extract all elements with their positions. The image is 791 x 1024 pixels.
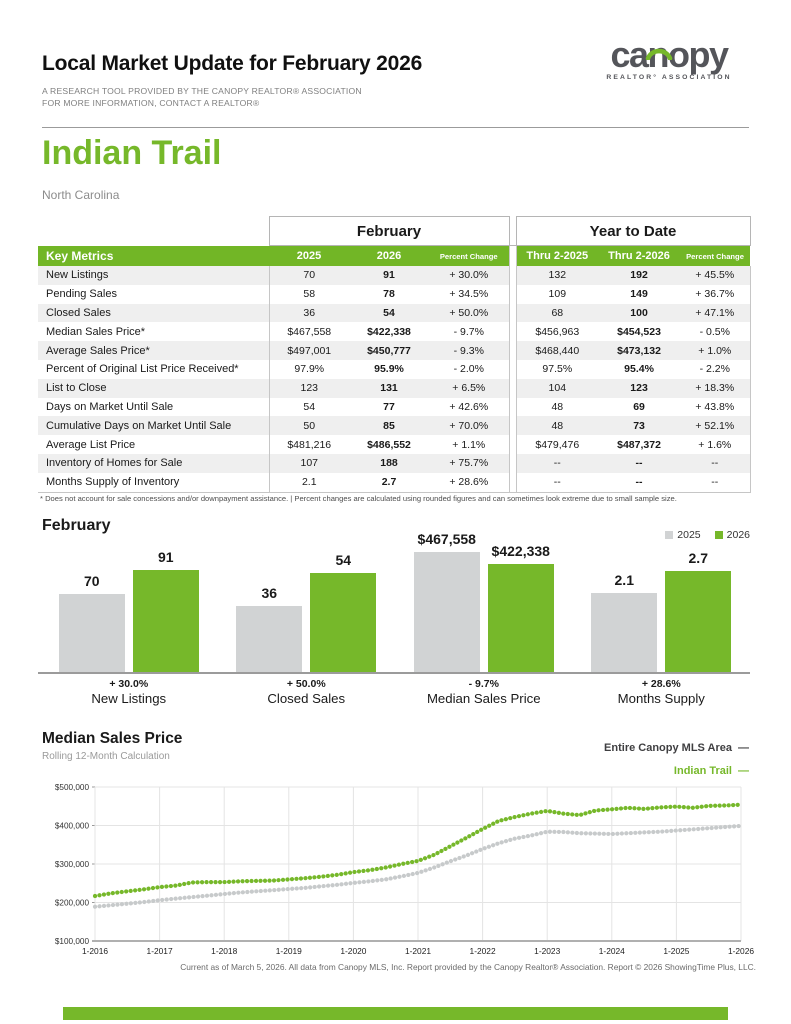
metric-value-cell: + 75.7% <box>429 454 509 473</box>
metric-value-cell: + 1.0% <box>680 341 750 360</box>
metric-value-cell: 2.1 <box>269 473 349 492</box>
metric-value-cell: 91 <box>349 266 429 285</box>
table-group-ytd: Year to Date <box>516 217 750 246</box>
metric-value-cell: $497,001 <box>269 341 349 360</box>
bar-column <box>665 550 731 672</box>
table-row <box>38 379 750 398</box>
line-legend-label: Indian Trail <box>673 765 732 777</box>
table-row <box>38 266 750 285</box>
table-row <box>38 435 750 454</box>
metric-value-cell: $467,558 <box>269 322 349 341</box>
bar-group <box>40 537 218 672</box>
bar-2025 <box>414 552 480 672</box>
table-row <box>38 304 750 323</box>
x-tick-label: 1-2024 <box>598 946 625 956</box>
metric-value-cell: 77 <box>349 398 429 417</box>
x-tick-label: 1-2021 <box>404 946 432 956</box>
metric-name-cell: New Listings <box>38 266 269 285</box>
metric-value-cell: 104 <box>516 379 598 398</box>
metric-value-cell: + 50.0% <box>429 304 509 323</box>
bar-chart-baseline <box>38 672 750 674</box>
bar-category-label: Months Supply <box>617 691 705 706</box>
bar-column <box>488 543 554 672</box>
bar-chart-title: February <box>42 517 111 534</box>
table-key-metrics-row <box>38 246 750 267</box>
metric-value-cell: -- <box>680 473 750 492</box>
logo-n <box>648 36 669 74</box>
metric-name-cell: Average Sales Price* <box>38 341 269 360</box>
metric-value-cell: 132 <box>516 266 598 285</box>
table-row <box>38 454 750 473</box>
table-group-february: February <box>269 217 509 246</box>
bar-percent-change: + 30.0% <box>109 678 149 690</box>
metric-value-cell: + 43.8% <box>680 398 750 417</box>
metric-name-cell: List to Close <box>38 379 269 398</box>
metric-value-cell: + 1.1% <box>429 435 509 454</box>
bar-2026 <box>310 573 376 672</box>
logo-text: n <box>647 34 669 75</box>
area-state: North Carolina <box>42 188 120 202</box>
table-row <box>38 416 750 435</box>
canopy-logo <box>585 36 753 81</box>
metric-value-cell: $481,216 <box>269 435 349 454</box>
metric-value-cell: - 2.0% <box>429 360 509 379</box>
table-column-gap <box>509 379 516 398</box>
metric-value-cell: + 47.1% <box>680 304 750 323</box>
key-metrics-label: Key Metrics <box>38 246 269 267</box>
table-row <box>38 473 750 492</box>
line-legend-dash-icon: — <box>738 742 749 754</box>
metric-value-cell: + 6.5% <box>429 379 509 398</box>
metric-value-cell: 69 <box>598 398 680 417</box>
metric-value-cell: 58 <box>269 285 349 304</box>
metric-value-cell: 50 <box>269 416 349 435</box>
bar-category-label: Closed Sales <box>267 691 346 706</box>
bar-value-label: $422,338 <box>491 543 550 559</box>
metric-value-cell: + 1.6% <box>680 435 750 454</box>
metric-value-cell: $468,440 <box>516 341 598 360</box>
x-tick-label: 1-2018 <box>211 946 238 956</box>
canopy-arc-svg <box>645 47 673 60</box>
metric-value-cell: -- <box>516 473 598 492</box>
x-tick-label: 1-2023 <box>534 946 561 956</box>
logo-text: ca <box>610 34 648 75</box>
metric-name-cell: Percent of Original List Price Received* <box>38 360 269 379</box>
x-tick-label: 1-2025 <box>663 946 690 956</box>
table-column-gap <box>509 285 516 304</box>
legend-label: 2025 <box>677 529 701 541</box>
metric-value-cell: 78 <box>349 285 429 304</box>
x-tick-label: 1-2026 <box>727 946 755 956</box>
metric-value-cell: $473,132 <box>598 341 680 360</box>
metric-value-cell: $454,523 <box>598 322 680 341</box>
metric-value-cell: - 9.7% <box>429 322 509 341</box>
x-tick-label: 1-2017 <box>146 946 173 956</box>
report-footer: Current as of March 5, 2026. All data from Canopy MLS, Inc. Report provided by the Canopy Realtor® Association. Report © 2026 ShowingTime Plus, LLC. <box>180 962 756 972</box>
bar-column <box>59 573 125 672</box>
bar-column <box>310 552 376 672</box>
metric-value-cell: - 0.5% <box>680 322 750 341</box>
bar-percent-change: - 9.7% <box>468 678 499 690</box>
bar-chart-category-row <box>40 691 750 706</box>
bar-value-label: 91 <box>157 549 174 565</box>
bar-percent-change: + 50.0% <box>286 678 326 690</box>
bar-group <box>395 531 573 672</box>
table-column-gap <box>509 246 516 267</box>
metric-value-cell: + 30.0% <box>429 266 509 285</box>
report-title: Local Market Update for February 2026 <box>42 52 423 75</box>
metric-name-cell: Months Supply of Inventory <box>38 473 269 492</box>
metric-value-cell: -- <box>598 473 680 492</box>
metric-name-cell: Median Sales Price* <box>38 322 269 341</box>
bar-value-label: 54 <box>335 552 352 568</box>
table-blank-cell <box>38 217 269 246</box>
y-tick-label: $500,000 <box>54 783 89 792</box>
table-group-header-row <box>38 217 750 246</box>
bar-2026 <box>488 564 554 672</box>
canopy-logo-wordmark <box>585 36 753 74</box>
line-chart-svg <box>40 778 756 963</box>
bar-value-label: 2.7 <box>688 550 708 566</box>
metric-value-cell: $487,372 <box>598 435 680 454</box>
metric-value-cell: $422,338 <box>349 322 429 341</box>
metric-value-cell: 107 <box>269 454 349 473</box>
canopy-logo-tagline: REALTOR° ASSOCIATION <box>606 74 732 81</box>
metric-name-cell: Inventory of Homes for Sale <box>38 454 269 473</box>
metric-value-cell: -- <box>680 454 750 473</box>
metric-value-cell: $479,476 <box>516 435 598 454</box>
bar-column <box>133 549 199 672</box>
key-metrics-table-wrap <box>38 216 750 493</box>
table-column-gap <box>509 341 516 360</box>
table-column-gap <box>509 454 516 473</box>
bar-2025 <box>591 593 657 672</box>
metric-value-cell: $456,963 <box>516 322 598 341</box>
table-group-gap <box>509 217 516 246</box>
table-row <box>38 341 750 360</box>
metric-name-cell: Pending Sales <box>38 285 269 304</box>
bar-category-label: Median Sales Price <box>426 691 541 706</box>
table-column-gap <box>509 473 516 492</box>
metric-value-cell: + 45.5% <box>680 266 750 285</box>
metric-value-cell: + 36.7% <box>680 285 750 304</box>
metric-value-cell: + 52.1% <box>680 416 750 435</box>
table-column-header: Percent Change <box>680 246 750 267</box>
bar-chart-percent-row <box>40 678 750 690</box>
table-column-header: Thru 2-2026 <box>598 246 680 267</box>
metric-name-cell: Days on Market Until Sale <box>38 398 269 417</box>
logo-text: opy <box>668 34 728 75</box>
key-metrics-table <box>38 216 751 493</box>
table-column-gap <box>509 398 516 417</box>
report-subtitle-line2: FOR MORE INFORMATION, CONTACT A REALTOR® <box>42 97 260 108</box>
table-column-gap <box>509 360 516 379</box>
x-tick-label: 1-2019 <box>275 946 302 956</box>
line-legend-item <box>400 737 749 760</box>
line-chart-title: Median Sales Price <box>42 730 183 747</box>
metric-value-cell: 54 <box>269 398 349 417</box>
bar-column <box>591 572 657 672</box>
metric-value-cell: + 42.6% <box>429 398 509 417</box>
metric-value-cell: 131 <box>349 379 429 398</box>
report-subtitle <box>42 86 362 109</box>
bar-group <box>573 537 751 672</box>
metric-value-cell: 100 <box>598 304 680 323</box>
table-footnote: * Does not account for sale concessions and/or downpayment assistance. | Percent changes are calculated using rounded figures and can sometimes look extreme due to small sample size. <box>40 494 677 503</box>
bar-column <box>414 531 480 672</box>
metric-value-cell: 192 <box>598 266 680 285</box>
x-tick-label: 1-2022 <box>469 946 496 956</box>
metric-value-cell: - 2.2% <box>680 360 750 379</box>
metric-value-cell: -- <box>598 454 680 473</box>
line-legend-label: Entire Canopy MLS Area <box>604 742 732 754</box>
x-tick-label: 1-2016 <box>81 946 109 956</box>
metric-name-cell: Closed Sales <box>38 304 269 323</box>
line-chart-subtitle: Rolling 12-Month Calculation <box>42 751 170 762</box>
metric-value-cell: 48 <box>516 416 598 435</box>
y-tick-label: $300,000 <box>54 860 89 869</box>
metric-value-cell: + 70.0% <box>429 416 509 435</box>
metric-value-cell: + 34.5% <box>429 285 509 304</box>
metric-value-cell: 85 <box>349 416 429 435</box>
metric-value-cell: 97.5% <box>516 360 598 379</box>
table-column-gap <box>509 266 516 285</box>
table-column-gap <box>509 416 516 435</box>
metric-value-cell: 188 <box>349 454 429 473</box>
table-column-header: Thru 2-2025 <box>516 246 598 267</box>
bar-2025 <box>59 594 125 672</box>
metric-value-cell: 123 <box>269 379 349 398</box>
bottom-accent-bar <box>63 1007 728 1020</box>
metric-value-cell: 70 <box>269 266 349 285</box>
metric-value-cell: - 9.3% <box>429 341 509 360</box>
bar-value-label: 2.1 <box>614 572 634 588</box>
metric-name-cell: Average List Price <box>38 435 269 454</box>
y-tick-label: $400,000 <box>54 821 89 831</box>
bar-column <box>236 585 302 672</box>
line-chart-legend <box>400 737 749 783</box>
x-tick-label: 1-2020 <box>340 946 367 956</box>
y-tick-label: $200,000 <box>54 898 89 908</box>
bar-group <box>218 537 396 672</box>
area-name: Indian Trail <box>42 134 222 172</box>
bar-value-label: 36 <box>261 585 278 601</box>
table-row <box>38 285 750 304</box>
metric-name-cell: Cumulative Days on Market Until Sale <box>38 416 269 435</box>
metric-value-cell: -- <box>516 454 598 473</box>
table-column-header: 2025 <box>269 246 349 267</box>
metric-value-cell: 109 <box>516 285 598 304</box>
metric-value-cell: $486,552 <box>349 435 429 454</box>
report-subtitle-line1: A RESEARCH TOOL PROVIDED BY THE CANOPY REALTOR® ASSOCIATION <box>42 86 362 96</box>
table-column-gap <box>509 322 516 341</box>
header-divider <box>42 127 749 128</box>
line-legend-dash-icon: — <box>738 765 749 777</box>
metric-value-cell: 73 <box>598 416 680 435</box>
metric-value-cell: 36 <box>269 304 349 323</box>
metric-value-cell: 95.9% <box>349 360 429 379</box>
bar-2026 <box>133 570 199 672</box>
table-column-gap <box>509 435 516 454</box>
canopy-arc-icon <box>645 29 673 67</box>
metric-value-cell: 97.9% <box>269 360 349 379</box>
bar-category-label: New Listings <box>91 691 167 706</box>
bar-percent-change: + 28.6% <box>641 678 681 690</box>
table-column-gap <box>509 304 516 323</box>
table-column-header: Percent Change <box>429 246 509 267</box>
metric-value-cell: 123 <box>598 379 680 398</box>
line-chart <box>40 778 756 968</box>
bar-value-label: 70 <box>83 573 100 589</box>
y-tick-label: $100,000 <box>54 937 89 946</box>
metric-value-cell: + 18.3% <box>680 379 750 398</box>
metric-value-cell: $450,777 <box>349 341 429 360</box>
metric-value-cell: + 28.6% <box>429 473 509 492</box>
bar-2025 <box>236 606 302 672</box>
metric-value-cell: 95.4% <box>598 360 680 379</box>
metric-value-cell: 68 <box>516 304 598 323</box>
table-row <box>38 322 750 341</box>
legend-label: 2026 <box>726 529 750 541</box>
metric-value-cell: 48 <box>516 398 598 417</box>
bar-value-label: $467,558 <box>417 531 476 547</box>
table-row <box>38 398 750 417</box>
metric-value-cell: 149 <box>598 285 680 304</box>
table-row <box>38 360 750 379</box>
bar-2026 <box>665 571 731 672</box>
metric-value-cell: 2.7 <box>349 473 429 492</box>
metric-value-cell: 54 <box>349 304 429 323</box>
table-column-header: 2026 <box>349 246 429 267</box>
